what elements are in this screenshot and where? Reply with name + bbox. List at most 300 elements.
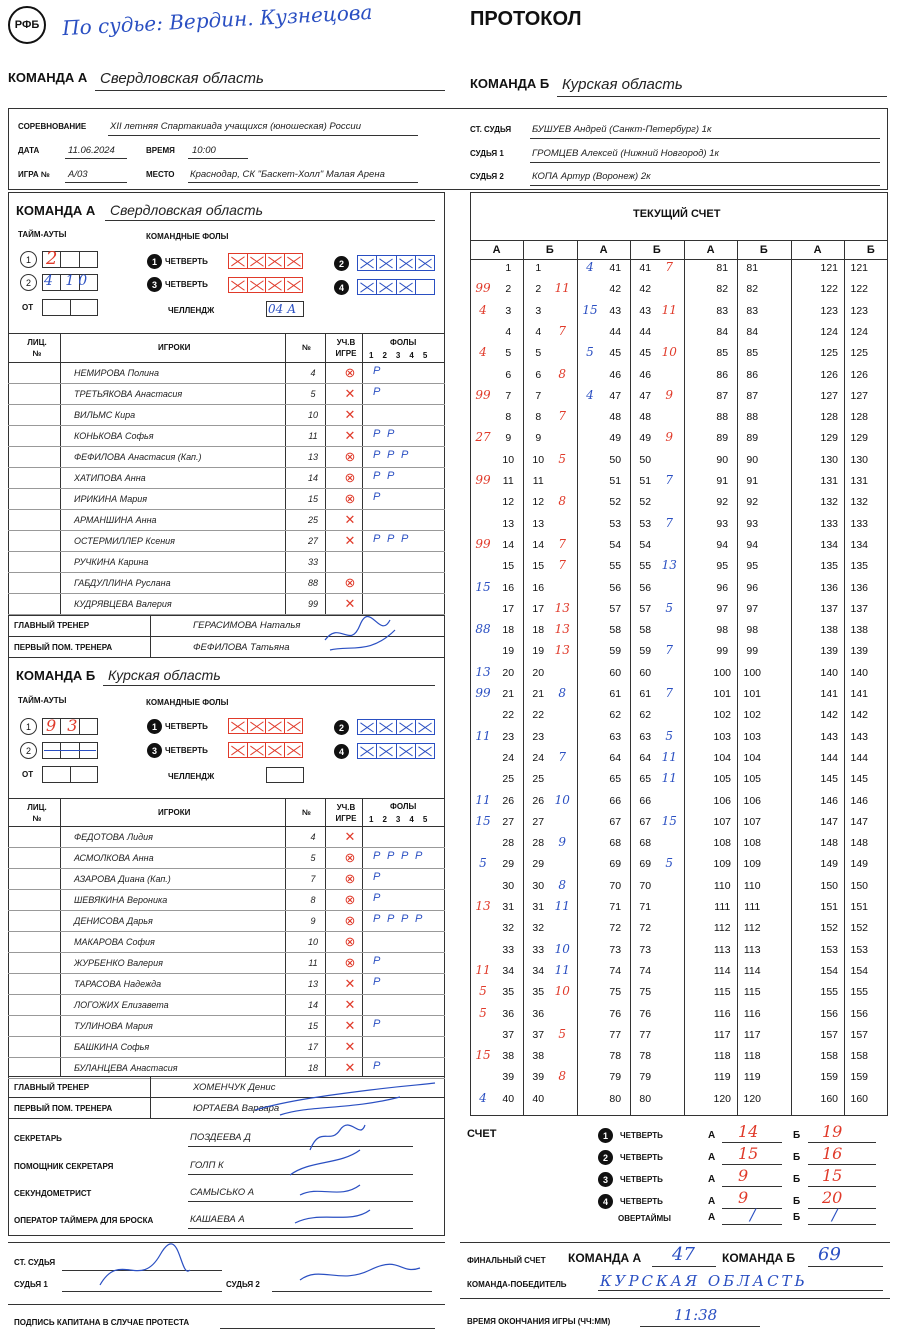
score-cell[interactable]: 124 (850, 325, 869, 338)
score-cell[interactable]: 18 (532, 624, 545, 637)
score-cell[interactable]: 72 (609, 922, 622, 935)
score-cell[interactable]: 41 (639, 262, 652, 274)
score-cell[interactable]: 6 (535, 368, 542, 381)
score-cell[interactable]: 128 (820, 411, 839, 424)
team-b-challenge-box[interactable] (266, 767, 304, 783)
score-cell[interactable]: 35 (532, 986, 545, 999)
score-cell[interactable]: 88 (716, 411, 729, 424)
score-cell[interactable]: 95 (746, 560, 759, 573)
score-cell[interactable]: 152 (850, 922, 869, 935)
score-cell[interactable]: 10 (502, 453, 515, 466)
score-cell[interactable]: 150 (850, 879, 869, 892)
score-cell[interactable]: 140 (850, 666, 869, 679)
in-game-mark[interactable]: ⊗ (344, 575, 356, 590)
score-cell[interactable]: 118 (713, 1050, 731, 1063)
score-cell[interactable]: 44 (609, 325, 622, 338)
score-cell[interactable]: 155 (850, 986, 869, 999)
in-game-mark[interactable]: ✕ (344, 596, 356, 611)
score-cell[interactable]: 80 (609, 1092, 622, 1105)
score-cell[interactable]: 109 (713, 858, 732, 871)
score-cell[interactable]: 121 (850, 262, 869, 274)
score-cell[interactable]: 150 (820, 879, 839, 892)
score-cell[interactable]: 67 (639, 815, 652, 828)
score-cell[interactable]: 5 (535, 347, 542, 360)
score-cell[interactable]: 62 (639, 709, 652, 722)
score-cell[interactable]: 114 (743, 964, 761, 977)
score-cell[interactable]: 109 (743, 858, 762, 871)
score-cell[interactable]: 11 (532, 475, 544, 487)
score-cell[interactable]: 52 (639, 496, 652, 509)
score-cell[interactable]: 147 (850, 815, 869, 828)
score-cell[interactable]: 38 (532, 1050, 545, 1063)
score-cell[interactable]: 60 (639, 666, 652, 679)
score-cell[interactable]: 56 (639, 581, 652, 594)
score-cell[interactable]: 90 (746, 453, 759, 466)
score-cell[interactable]: 2 (535, 283, 542, 296)
in-game-mark[interactable]: ⊗ (344, 365, 356, 380)
score-cell[interactable]: 148 (820, 837, 839, 850)
score-cell[interactable]: 54 (639, 538, 652, 551)
score-cell[interactable]: 29 (502, 858, 515, 871)
score-cell[interactable]: 14 (502, 538, 515, 551)
score-cell[interactable]: 144 (850, 751, 869, 764)
score-cell[interactable]: 30 (532, 879, 545, 892)
score-cell[interactable]: 48 (609, 411, 622, 424)
score-cell[interactable]: 107 (713, 815, 732, 828)
score-cell[interactable]: 158 (850, 1050, 869, 1063)
score-cell[interactable]: 108 (743, 837, 762, 850)
score-cell[interactable]: 74 (609, 964, 622, 977)
score-cell[interactable]: 92 (746, 496, 759, 509)
player-fouls[interactable]: P (373, 1018, 383, 1030)
in-game-mark[interactable]: ✕ (344, 976, 356, 991)
score-cell[interactable]: 1 (505, 262, 512, 274)
score-cell[interactable]: 27 (532, 815, 545, 828)
score-cell[interactable]: 127 (850, 389, 869, 402)
score-cell[interactable]: 35 (502, 986, 515, 999)
score-cell[interactable]: 98 (716, 624, 729, 637)
score-cell[interactable]: 53 (609, 517, 622, 530)
score-cell[interactable]: 72 (639, 922, 652, 935)
score-cell[interactable]: 7 (535, 389, 542, 402)
score-cell[interactable]: 58 (639, 624, 652, 637)
score-cell[interactable]: 134 (820, 538, 839, 551)
score-cell[interactable]: 116 (743, 1007, 761, 1020)
score-cell[interactable]: 18 (502, 624, 515, 637)
score-cell[interactable]: 86 (746, 368, 759, 381)
score-cell[interactable]: 25 (502, 773, 515, 786)
score-cell[interactable]: 112 (713, 922, 731, 935)
score-cell[interactable]: 54 (609, 538, 622, 551)
player-fouls[interactable]: P P P P (373, 850, 425, 862)
score-cell[interactable]: 137 (820, 602, 839, 615)
score-cell[interactable]: 28 (532, 837, 545, 850)
score-cell[interactable]: 73 (609, 943, 622, 956)
score-cell[interactable]: 105 (743, 773, 762, 786)
score-cell[interactable]: 58 (609, 624, 622, 637)
score-cell[interactable]: 102 (713, 709, 732, 722)
team-b-player-row[interactable] (8, 890, 445, 911)
team-a-player-row[interactable] (8, 426, 445, 447)
score-cell[interactable]: 23 (502, 730, 515, 743)
score-cell[interactable]: 93 (746, 517, 759, 530)
score-cell[interactable]: 30 (502, 879, 515, 892)
score-cell[interactable]: 40 (502, 1092, 515, 1105)
score-cell[interactable]: 17 (532, 602, 545, 615)
score-cell[interactable]: 142 (820, 709, 839, 722)
score-cell[interactable]: 121 (820, 262, 839, 274)
score-cell[interactable]: 77 (639, 1028, 652, 1041)
score-cell[interactable]: 20 (502, 666, 515, 679)
player-fouls[interactable]: P P P (373, 533, 411, 545)
score-cell[interactable]: 13 (502, 517, 515, 530)
score-cell[interactable]: 81 (716, 262, 729, 274)
in-game-mark[interactable]: ⊗ (344, 449, 356, 464)
team-a-player-row[interactable] (8, 489, 445, 510)
score-cell[interactable]: 3 (505, 304, 512, 317)
score-cell[interactable]: 15 (532, 560, 545, 573)
score-cell[interactable]: 159 (820, 1071, 839, 1084)
score-cell[interactable]: 33 (532, 943, 545, 956)
score-cell[interactable]: 157 (850, 1028, 869, 1041)
score-cell[interactable]: 25 (532, 773, 545, 786)
in-game-mark[interactable]: ✕ (344, 997, 356, 1012)
team-b-player-row[interactable] (8, 869, 445, 890)
team-b-player-row[interactable] (8, 1037, 445, 1058)
score-cell[interactable]: 61 (639, 688, 652, 700)
score-cell[interactable]: 66 (609, 794, 622, 807)
score-cell[interactable]: 31 (532, 901, 545, 913)
player-fouls[interactable]: P (373, 976, 383, 988)
score-cell[interactable]: 80 (639, 1092, 652, 1105)
score-cell[interactable]: 138 (850, 624, 869, 637)
score-cell[interactable]: 63 (609, 730, 622, 743)
in-game-mark[interactable]: ⊗ (344, 491, 356, 506)
score-cell[interactable]: 57 (639, 602, 652, 615)
score-cell[interactable]: 100 (713, 666, 732, 679)
team-a-player-row[interactable] (8, 531, 445, 552)
score-cell[interactable]: 22 (502, 709, 515, 722)
score-cell[interactable]: 55 (639, 560, 652, 573)
score-cell[interactable]: 85 (746, 347, 759, 360)
score-cell[interactable]: 114 (713, 964, 731, 977)
in-game-mark[interactable]: ⊗ (344, 955, 356, 970)
score-cell[interactable]: 139 (850, 645, 869, 658)
score-cell[interactable]: 16 (532, 581, 545, 594)
score-cell[interactable]: 151 (820, 901, 839, 913)
in-game-mark[interactable]: ✕ (344, 1018, 356, 1033)
score-cell[interactable]: 123 (850, 304, 869, 317)
player-fouls[interactable]: P P P P (373, 913, 425, 925)
score-cell[interactable]: 89 (746, 432, 759, 445)
score-cell[interactable]: 101 (743, 688, 762, 700)
score-cell[interactable]: 152 (820, 922, 839, 935)
score-cell[interactable]: 1 (535, 262, 542, 274)
score-cell[interactable]: 103 (743, 730, 762, 743)
score-cell[interactable]: 51 (609, 475, 622, 487)
score-cell[interactable]: 81 (746, 262, 759, 274)
score-cell[interactable]: 129 (820, 432, 839, 445)
score-cell[interactable]: 70 (609, 879, 622, 892)
score-cell[interactable]: 74 (639, 964, 652, 977)
player-fouls[interactable]: P (373, 365, 383, 377)
in-game-mark[interactable]: ✕ (344, 533, 356, 548)
score-cell[interactable]: 75 (639, 986, 652, 999)
score-cell[interactable]: 63 (639, 730, 652, 743)
score-cell[interactable]: 92 (716, 496, 729, 509)
player-fouls[interactable]: P (373, 892, 383, 904)
score-cell[interactable]: 122 (820, 283, 839, 296)
score-cell[interactable]: 23 (532, 730, 545, 743)
score-cell[interactable]: 133 (820, 517, 839, 530)
player-fouls[interactable]: P P P (373, 449, 411, 461)
score-cell[interactable]: 65 (609, 773, 622, 786)
score-cell[interactable]: 133 (850, 517, 869, 530)
score-cell[interactable]: 99 (716, 645, 729, 658)
team-a-player-row[interactable] (8, 384, 445, 405)
team-a-q2-fouls[interactable] (357, 255, 435, 271)
score-cell[interactable]: 125 (850, 347, 869, 360)
score-cell[interactable]: 87 (716, 389, 729, 402)
score-cell[interactable]: 97 (746, 602, 759, 615)
score-cell[interactable]: 104 (713, 751, 732, 764)
team-b-player-row[interactable] (8, 827, 445, 848)
score-cell[interactable]: 115 (743, 986, 761, 999)
score-cell[interactable]: 11 (502, 475, 514, 487)
score-cell[interactable]: 37 (532, 1028, 545, 1041)
score-cell[interactable]: 86 (716, 368, 729, 381)
score-cell[interactable]: 117 (713, 1028, 731, 1041)
score-cell[interactable]: 145 (820, 773, 839, 786)
score-cell[interactable]: 155 (820, 986, 839, 999)
score-cell[interactable]: 154 (820, 964, 839, 977)
score-cell[interactable]: 106 (743, 794, 762, 807)
score-cell[interactable]: 39 (532, 1071, 545, 1084)
score-cell[interactable]: 103 (713, 730, 732, 743)
score-cell[interactable]: 64 (609, 751, 622, 764)
score-cell[interactable]: 84 (746, 325, 759, 338)
score-cell[interactable]: 145 (850, 773, 869, 786)
score-cell[interactable]: 55 (609, 560, 622, 573)
score-cell[interactable]: 142 (850, 709, 869, 722)
score-cell[interactable]: 144 (820, 751, 839, 764)
score-cell[interactable]: 125 (820, 347, 839, 360)
score-cell[interactable]: 34 (532, 964, 545, 977)
score-cell[interactable]: 93 (716, 517, 729, 530)
score-cell[interactable]: 135 (820, 560, 839, 573)
score-cell[interactable]: 9 (535, 432, 542, 445)
score-cell[interactable]: 57 (609, 602, 622, 615)
score-cell[interactable]: 8 (535, 411, 542, 424)
score-cell[interactable]: 105 (713, 773, 732, 786)
score-cell[interactable]: 111 (744, 901, 761, 913)
player-fouls[interactable]: P (373, 871, 383, 883)
score-cell[interactable]: 136 (820, 581, 839, 594)
score-cell[interactable]: 75 (609, 986, 622, 999)
score-cell[interactable]: 76 (609, 1007, 622, 1020)
score-cell[interactable]: 44 (639, 325, 652, 338)
score-cell[interactable]: 89 (716, 432, 729, 445)
score-cell[interactable]: 128 (850, 411, 869, 424)
score-cell[interactable]: 59 (609, 645, 622, 658)
team-b-player-row[interactable] (8, 932, 445, 953)
team-b-player-row[interactable] (8, 974, 445, 995)
score-cell[interactable]: 113 (743, 943, 761, 956)
score-cell[interactable]: 91 (716, 475, 729, 487)
score-cell[interactable]: 13 (532, 517, 545, 530)
score-cell[interactable]: 111 (714, 901, 731, 913)
score-cell[interactable]: 122 (850, 283, 869, 296)
score-cell[interactable]: 104 (743, 751, 762, 764)
score-cell[interactable]: 16 (502, 581, 515, 594)
score-cell[interactable]: 64 (639, 751, 652, 764)
in-game-mark[interactable]: ✕ (344, 428, 356, 443)
score-cell[interactable]: 129 (850, 432, 869, 445)
team-a-player-row[interactable] (8, 573, 445, 594)
score-cell[interactable]: 101 (713, 688, 732, 700)
score-cell[interactable]: 137 (850, 602, 869, 615)
score-cell[interactable]: 73 (639, 943, 652, 956)
score-cell[interactable]: 26 (502, 794, 515, 807)
score-cell[interactable]: 33 (502, 943, 515, 956)
score-cell[interactable]: 108 (713, 837, 732, 850)
score-cell[interactable]: 112 (743, 922, 761, 935)
score-cell[interactable]: 118 (743, 1050, 761, 1063)
score-cell[interactable]: 157 (820, 1028, 839, 1041)
score-cell[interactable]: 94 (716, 538, 729, 551)
score-cell[interactable]: 98 (746, 624, 759, 637)
score-cell[interactable]: 110 (713, 879, 731, 892)
score-cell[interactable]: 10 (532, 453, 545, 466)
score-cell[interactable]: 65 (639, 773, 652, 786)
score-cell[interactable]: 53 (639, 517, 652, 530)
score-cell[interactable]: 59 (639, 645, 652, 658)
score-cell[interactable]: 132 (820, 496, 839, 509)
score-cell[interactable]: 71 (609, 901, 622, 913)
in-game-mark[interactable]: ⊗ (344, 913, 356, 928)
score-cell[interactable]: 130 (820, 453, 839, 466)
team-a-q1-fouls[interactable] (228, 253, 303, 269)
score-cell[interactable]: 41 (609, 262, 622, 274)
score-cell[interactable]: 47 (609, 389, 622, 402)
score-cell[interactable]: 85 (716, 347, 729, 360)
in-game-mark[interactable]: ⊗ (344, 850, 356, 865)
score-cell[interactable]: 9 (505, 432, 512, 445)
in-game-mark[interactable]: ⊗ (344, 871, 356, 886)
team-a-player-row[interactable] (8, 510, 445, 531)
score-cell[interactable]: 4 (535, 325, 542, 338)
score-cell[interactable]: 96 (746, 581, 759, 594)
team-a-player-row[interactable] (8, 468, 445, 489)
score-cell[interactable]: 88 (746, 411, 759, 424)
score-cell[interactable]: 36 (502, 1007, 515, 1020)
score-cell[interactable]: 46 (639, 368, 652, 381)
score-cell[interactable]: 148 (850, 837, 869, 850)
score-cell[interactable]: 42 (609, 283, 622, 296)
score-cell[interactable]: 130 (850, 453, 869, 466)
score-cell[interactable]: 32 (502, 922, 515, 935)
score-cell[interactable]: 37 (502, 1028, 515, 1041)
score-cell[interactable]: 22 (532, 709, 545, 722)
score-cell[interactable]: 78 (609, 1050, 622, 1063)
score-cell[interactable]: 3 (535, 304, 542, 317)
score-cell[interactable]: 149 (850, 858, 869, 871)
score-cell[interactable]: 61 (609, 688, 622, 700)
score-cell[interactable]: 15 (502, 560, 515, 573)
score-cell[interactable]: 90 (716, 453, 729, 466)
score-cell[interactable]: 158 (820, 1050, 839, 1063)
score-cell[interactable]: 8 (505, 411, 512, 424)
team-b-q4-fouls[interactable] (357, 743, 435, 759)
score-cell[interactable]: 123 (820, 304, 839, 317)
player-fouls[interactable]: P P (373, 428, 397, 440)
score-cell[interactable]: 116 (713, 1007, 731, 1020)
score-cell[interactable]: 78 (639, 1050, 652, 1063)
score-cell[interactable]: 66 (639, 794, 652, 807)
score-cell[interactable]: 120 (743, 1092, 762, 1105)
score-cell[interactable]: 7 (505, 389, 512, 402)
score-cell[interactable]: 83 (716, 304, 729, 317)
score-cell[interactable]: 2 (505, 283, 512, 296)
player-fouls[interactable]: P (373, 491, 383, 503)
in-game-mark[interactable]: ✕ (344, 407, 356, 422)
player-fouls[interactable]: P P (373, 470, 397, 482)
team-b-player-row[interactable] (8, 953, 445, 974)
score-cell[interactable]: 119 (743, 1071, 761, 1084)
team-b-q2-fouls[interactable] (357, 719, 435, 735)
score-cell[interactable]: 27 (502, 815, 515, 828)
score-cell[interactable]: 154 (850, 964, 869, 977)
score-cell[interactable]: 99 (746, 645, 759, 658)
score-cell[interactable]: 84 (716, 325, 729, 338)
score-cell[interactable]: 82 (746, 283, 759, 296)
score-cell[interactable]: 51 (639, 475, 652, 487)
score-cell[interactable]: 43 (609, 304, 622, 317)
score-cell[interactable]: 107 (743, 815, 762, 828)
score-cell[interactable]: 60 (609, 666, 622, 679)
score-cell[interactable]: 160 (850, 1092, 869, 1105)
team-b-q1-fouls[interactable] (228, 718, 303, 734)
score-cell[interactable]: 29 (532, 858, 545, 871)
score-cell[interactable]: 46 (609, 368, 622, 381)
player-fouls[interactable]: P (373, 386, 383, 398)
score-cell[interactable]: 100 (743, 666, 762, 679)
team-b-player-row[interactable] (8, 848, 445, 869)
score-cell[interactable]: 36 (532, 1007, 545, 1020)
score-cell[interactable]: 106 (713, 794, 732, 807)
score-cell[interactable]: 17 (502, 602, 515, 615)
score-cell[interactable]: 76 (639, 1007, 652, 1020)
score-cell[interactable]: 102 (743, 709, 762, 722)
team-a-player-row[interactable] (8, 405, 445, 426)
in-game-mark[interactable]: ⊗ (344, 934, 356, 949)
team-b-q3-fouls[interactable] (228, 742, 303, 758)
score-cell[interactable]: 135 (850, 560, 869, 573)
score-cell[interactable]: 68 (609, 837, 622, 850)
score-cell[interactable]: 94 (746, 538, 759, 551)
score-cell[interactable]: 139 (820, 645, 839, 658)
score-cell[interactable]: 6 (505, 368, 512, 381)
score-cell[interactable]: 138 (820, 624, 839, 637)
score-cell[interactable]: 43 (639, 304, 652, 317)
score-cell[interactable]: 131 (820, 475, 839, 487)
score-cell[interactable]: 12 (502, 496, 515, 509)
score-cell[interactable]: 38 (502, 1050, 515, 1063)
score-cell[interactable]: 50 (609, 453, 622, 466)
score-cell[interactable]: 143 (850, 730, 869, 743)
team-b-player-row[interactable] (8, 911, 445, 932)
team-b-player-row[interactable] (8, 995, 445, 1016)
